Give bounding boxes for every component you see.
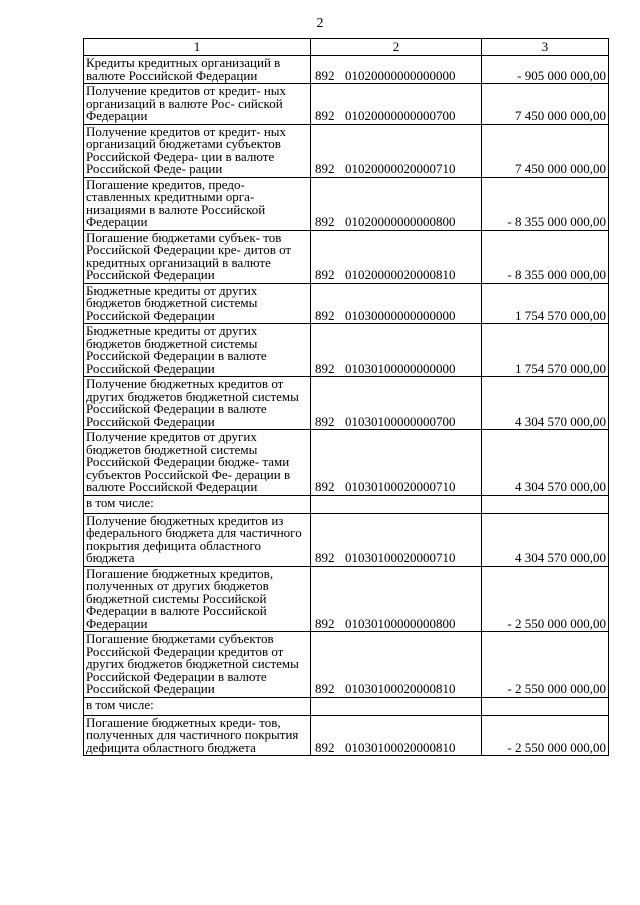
row-name: Погашение бюджетами субъектов Российской Федерации кредитов от других бюджетов бюджетной системы Российской Федерации в валюте Российской Федерации xyxy=(84,632,311,698)
table-body xyxy=(84,56,609,756)
row-name: Получение бюджетных кредитов от других бюджетов бюджетной системы Российской Федерации в валюте Российской Федерации xyxy=(84,377,311,430)
row-code-cell xyxy=(311,230,482,283)
row-amount: 4 304 570 000,00 xyxy=(482,430,609,496)
row-amount: - 2 550 000 000,00 xyxy=(482,715,609,756)
row-admin-code: 892 xyxy=(315,67,335,83)
row-code-cell xyxy=(311,566,482,632)
row-amount: 1 754 570 000,00 xyxy=(482,324,609,377)
row-code-cell xyxy=(311,430,482,496)
note-row xyxy=(84,495,609,513)
row-code-cell xyxy=(311,56,482,84)
row-code-cell xyxy=(311,632,482,698)
row-admin-code: 892 xyxy=(315,615,335,631)
table-row xyxy=(84,632,609,698)
row-budget-code: 01020000020000810 xyxy=(345,267,456,282)
column-header-1: 1 xyxy=(84,39,311,56)
row-amount: - 8 355 000 000,00 xyxy=(482,177,609,230)
row-admin-code: 892 xyxy=(315,108,335,123)
row-admin-code: 892 xyxy=(315,739,335,755)
row-budget-code: 01020000000000800 xyxy=(345,214,456,229)
row-name: Получение кредитов от кредит- ных организаций в валюте Рос- сийской Федерации xyxy=(84,84,311,125)
table-row xyxy=(84,177,609,230)
page-number: 2 xyxy=(316,16,324,31)
table-row xyxy=(84,513,609,566)
row-code-cell xyxy=(311,177,482,230)
row-name: Погашение бюджетных креди- тов, полученных для частичного покрытия дефицита областного бюджета xyxy=(84,715,311,756)
row-admin-code: 892 xyxy=(315,214,335,229)
row-admin-code: 892 xyxy=(315,307,335,323)
row-amount: - 2 550 000 000,00 xyxy=(482,632,609,698)
row-admin-code: 892 xyxy=(315,413,335,429)
table-row xyxy=(84,377,609,430)
row-budget-code: 01030100020000710 xyxy=(345,550,456,565)
row-amount xyxy=(482,495,609,513)
row-code-cell xyxy=(311,513,482,566)
row-admin-code: 892 xyxy=(315,360,335,376)
row-name: в том числе: xyxy=(84,495,311,513)
row-budget-code: 01030100020000710 xyxy=(345,479,456,494)
row-name: Погашение бюджетных кредитов, полученных от других бюджетов бюджетной системы Российской Федерации в валюте Российской Федерации xyxy=(84,566,311,632)
column-header-3: 3 xyxy=(482,39,609,56)
column-header-2: 2 xyxy=(311,39,482,56)
row-name: Бюджетные кредиты от других бюджетов бюджетной системы Российской Федерации в валюте Российской Федерации xyxy=(84,324,311,377)
row-code-cell xyxy=(311,377,482,430)
row-admin-code: 892 xyxy=(315,267,335,282)
row-code-cell xyxy=(311,697,482,715)
row-name: Получение бюджетных кредитов из федерального бюджета для частичного покрытия дефицита областного бюджета xyxy=(84,513,311,566)
row-code-cell xyxy=(311,283,482,324)
row-code-cell xyxy=(311,84,482,125)
row-name: Получение кредитов от кредит- ных организаций бюджетами субъектов Российской Федера- ции в валюте Российской Феде- рации xyxy=(84,124,311,177)
row-name: Получение кредитов от других бюджетов бюджетной системы Российской Федерации бюдже- тами субъектов Российской Фе- дерации в валюте Российской Федерации xyxy=(84,430,311,496)
row-amount xyxy=(482,697,609,715)
row-amount: 1 754 570 000,00 xyxy=(482,283,609,324)
row-name: Бюджетные кредиты от других бюджетов бюджетной системы Российской Федерации xyxy=(84,283,311,324)
row-amount: - 2 550 000 000,00 xyxy=(482,566,609,632)
row-admin-code: 892 xyxy=(315,161,335,176)
row-name: Кредиты кредитных организаций в валюте Российской Федерации xyxy=(84,56,311,84)
table-row xyxy=(84,324,609,377)
row-name: Погашение бюджетами субъек- тов Российской Федерации кре- дитов от кредитных организаций в валюте Российской Федерации xyxy=(84,230,311,283)
table-row xyxy=(84,715,609,756)
row-budget-code: 01030100020000810 xyxy=(345,739,456,755)
row-code-cell xyxy=(311,715,482,756)
table-row xyxy=(84,430,609,496)
table-row xyxy=(84,283,609,324)
table-row xyxy=(84,124,609,177)
row-admin-code: 892 xyxy=(315,479,335,494)
row-amount: 7 450 000 000,00 xyxy=(482,124,609,177)
table-row xyxy=(84,84,609,125)
row-amount: 7 450 000 000,00 xyxy=(482,84,609,125)
table-row xyxy=(84,230,609,283)
row-budget-code: 01020000020000710 xyxy=(345,161,456,176)
row-code-cell xyxy=(311,324,482,377)
row-budget-code: 01030100020000810 xyxy=(345,681,456,696)
row-budget-code: 01030100000000800 xyxy=(345,615,456,631)
table-row xyxy=(84,566,609,632)
table-row xyxy=(84,56,609,84)
note-row xyxy=(84,697,609,715)
row-budget-code: 01020000000000700 xyxy=(345,108,456,123)
row-code-cell xyxy=(311,495,482,513)
row-budget-code: 01030000000000000 xyxy=(345,307,456,323)
row-amount: - 8 355 000 000,00 xyxy=(482,230,609,283)
row-budget-code: 01020000000000000 xyxy=(345,67,456,83)
row-name: Погашение кредитов, предо- ставленных кредитными орга- низациями в валюте Российской Федерации xyxy=(84,177,311,230)
row-budget-code: 01030100000000700 xyxy=(345,413,456,429)
budget-sources-table xyxy=(83,38,609,756)
row-amount: 4 304 570 000,00 xyxy=(482,513,609,566)
row-amount: - 905 000 000,00 xyxy=(482,56,609,84)
row-admin-code: 892 xyxy=(315,681,335,696)
row-name: в том числе: xyxy=(84,697,311,715)
table-header-row xyxy=(84,39,609,56)
row-budget-code: 01030100000000000 xyxy=(345,360,456,376)
row-code-cell xyxy=(311,124,482,177)
row-amount: 4 304 570 000,00 xyxy=(482,377,609,430)
row-admin-code: 892 xyxy=(315,550,335,565)
